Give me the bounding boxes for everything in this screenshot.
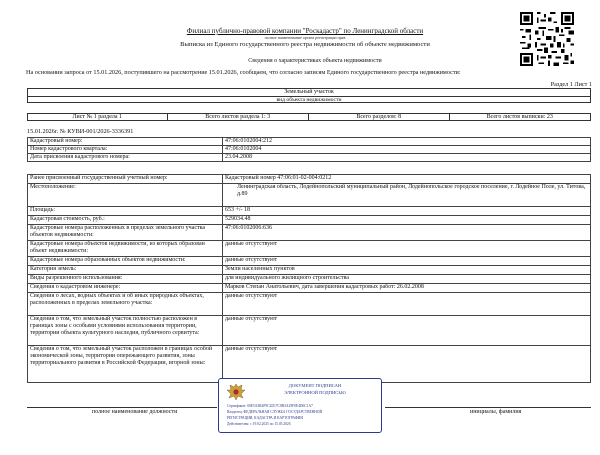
table-row [28,146,591,154]
coat-of-arms-icon [225,382,247,402]
row-label: Кадастровые номера объектов недвижимости, из которых образован объект недвижимости: [28,241,223,257]
row-value: данные отсутствуют [223,293,591,316]
stamp-title-signed: ДОКУМЕНТ ПОДПИСАН [288,383,342,388]
row-value: 47:06:0102004:212 [223,138,591,146]
table-row [28,241,591,257]
table-row [28,275,591,284]
qr-code-icon [520,12,574,66]
table-row [28,346,591,383]
row-label: Площадь: [28,207,223,216]
section-sheet-number: Раздел 1 Лист 1 [550,81,592,88]
table-row [28,138,591,146]
row-label: Номер кадастрового квартала: [28,146,223,154]
table-row [28,257,591,266]
object-type-title: Земельный участок [27,88,591,96]
table-row [28,316,591,346]
row-value: данные отсутствуют [223,257,591,266]
stamp-title-esign: ЭЛЕКТРОННОЙ ПОДПИСЬЮ [284,390,346,395]
table-row [28,207,591,216]
intro-text: На основании запроса от 15.01.2026, поступившего на рассмотрение 15.01.2026, сообщаем, что согласно записям Единого государственного реестра недвижимости: [26,69,461,76]
table-row [28,154,591,162]
row-label: Местоположение: [28,184,223,207]
table-row [28,184,591,207]
object-type-caption: вид объекта недвижимости [27,96,591,103]
request-number: 15.01.2026г. № КУВИ-001/2026-3336391 [27,128,134,135]
row-label: Сведения о лесах, водных объектах и об иных природных объектах, расположенных в пределах земельного участка: [28,293,223,316]
row-value: 47:06:0102006:636 [223,225,591,241]
table-row [28,293,591,316]
table-row [28,284,591,293]
name-caption: инициалы, фамилия [470,409,522,415]
electronic-signature-stamp [218,378,382,433]
table-row [28,175,591,184]
characteristics-table [27,174,591,383]
organization-name: Филиал публично-правовой компании "Роскадастр" по Ленинградской области [186,27,424,35]
row-label: Сведения о том, что земельный участок расположен в границах особой экономической зоны, территории опережающего развития, зоны территориального развития в Российской Федерации, игорной зоны: [28,346,223,383]
stamp-owner: Владелец: ФЕДЕРАЛЬНАЯ СЛУЖБА ГОСУДАРСТВЕННОЙ [227,410,323,414]
table-row [28,266,591,275]
document-subtitle: Сведения о характеристиках объекта недвижимости [248,58,382,64]
total-sheets-section: Всего листов раздела 1: 3 [168,114,310,120]
cadastral-info-table [27,137,591,162]
position-caption: полное наименование должности [92,409,178,415]
row-value: 23.04.2008 [223,154,591,162]
sheet-number: Лист № 1 раздела 1 [28,114,168,120]
row-label: Кадастровый номер: [28,138,223,146]
stamp-validity: Действителен: с 19.02.2025 по 15.05.2026 [227,422,291,426]
row-label: Сведения о кадастровом инженере: [28,284,223,293]
row-value: для индивидуального жилищного строительства [223,275,591,284]
row-value: данные отсутствуют [223,316,591,346]
row-label: Категория земель: [28,266,223,275]
row-value: данные отсутствуют [223,241,591,257]
stamp-owner-cont: РЕГИСТРАЦИИ, КАДАСТРА И КАРТОГРАФИИ [227,416,303,420]
sheet-info-row [27,113,591,121]
row-label: Дата присвоения кадастрового номера: [28,154,223,162]
document-title: Выписка из Единого государственного реестра недвижимости об объекте недвижимости [180,41,430,48]
row-value: 529034.48 [223,216,591,225]
row-value: данные отсутствуют [223,346,591,383]
row-value: Марков Степан Анатольевич, дата завершения кадастровых работ: 26.02.2008 [223,284,591,293]
table-row [28,225,591,241]
row-label: Кадастровые номера образованных объектов недвижимости: [28,257,223,266]
total-sections: Всего разделов: 8 [309,114,450,120]
signature-line-left [27,407,217,408]
row-label: Ранее присвоенный государственный учетный номер: [28,175,223,184]
row-value: Кадастровый номер 47:06:01-02-004:0212 [223,175,591,184]
table-row [28,216,591,225]
stamp-certificate: Сертификат: 00E5A3B4F9C2D17C8B3A29F0E4D6C1A7 [227,404,313,408]
row-value: Земли населенных пунктов [223,266,591,275]
signature-line-right [385,407,591,408]
total-sheets-extract: Всего листов выписки: 23 [486,114,553,120]
row-label: Виды разрешенного использования: [28,275,223,284]
row-label: Сведения о том, что земельный участок полностью расположен в границах зоны с особыми условиями использования территории, территории объекта культурного наследия, публичного сервитута: [28,316,223,346]
row-label: Кадастровые номера расположенных в пределах земельного участка объектов недвижимости: [28,225,223,241]
organization-caption: полное наименование органа регистрации прав [264,35,346,40]
row-value: Ленинградская область, Лодейнопольский муниципальный район, Лодейнопольское городское поселение, г. Лодейное Поле, ул. Титова, д.89 [223,184,591,207]
row-value: 47:06:0102004 [223,146,591,154]
row-value: 653 +/- 18 [223,207,591,216]
row-label: Кадастровая стоимость, руб.: [28,216,223,225]
